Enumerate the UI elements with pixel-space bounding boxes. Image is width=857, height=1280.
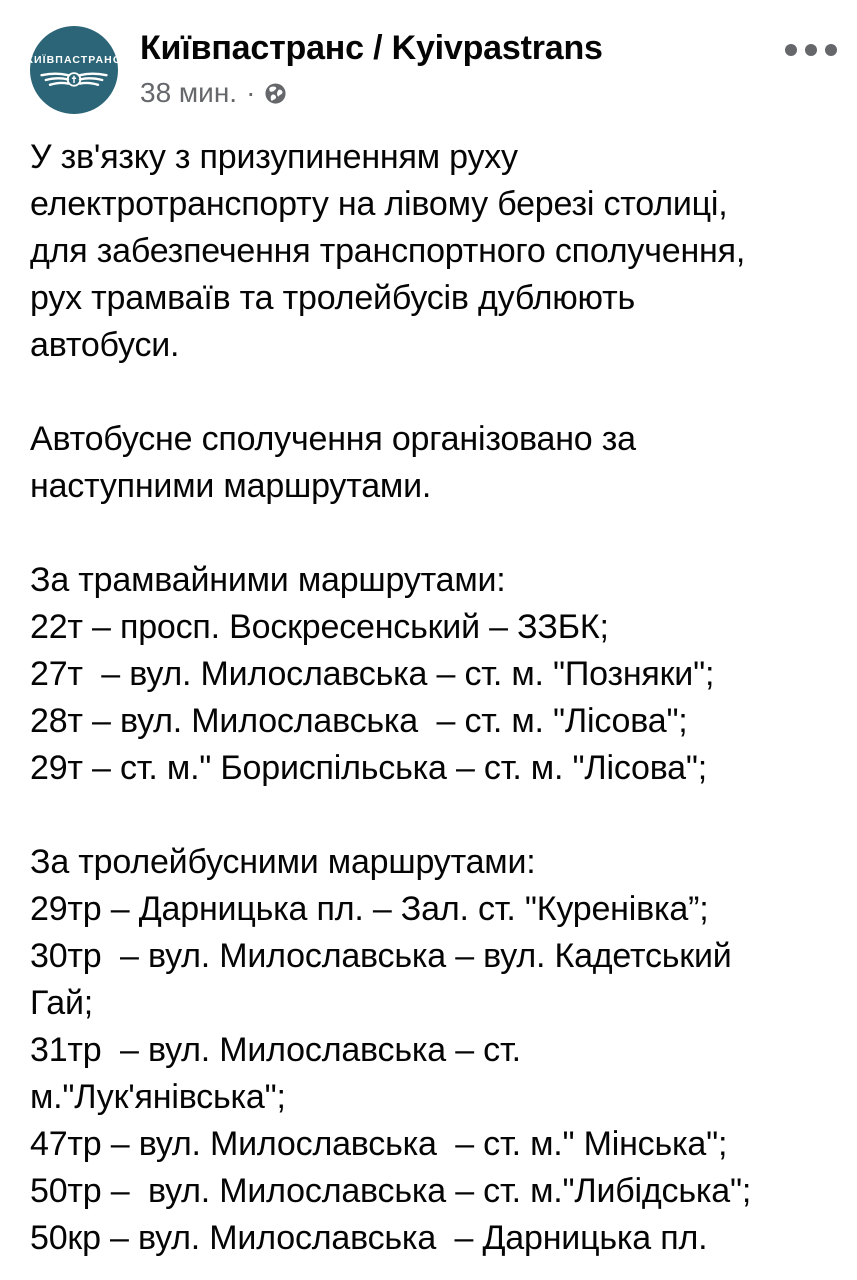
post-header [0,0,857,114]
page-avatar[interactable] [26,26,122,114]
post-text-line: За тролейбусними маршрутами: [30,843,536,881]
post-options-button[interactable] [783,26,839,74]
post-text-line: Автобусне сполучення організовано за [30,420,636,458]
post-paragraph [30,134,829,369]
ellipsis-icon [785,44,797,56]
post-paragraph-trolleybus-routes [30,839,829,1262]
post-text-line: 50тр – вул. Милославська – ст. м."Либідська"; [30,1172,752,1210]
globe-icon [264,82,287,105]
meta-separator: · [246,77,256,108]
post-text-line: електротранспорту на лівому березі столиці, [30,185,728,223]
post-text-line: автобуси. [30,326,180,364]
post-text-line: За трамвайними маршрутами: [30,561,506,599]
post-text-line: рух трамваїв та тролейбусів дублюють [30,279,635,317]
post-text-line: 50кр – вул. Милославська – Дарницька пл. [30,1219,708,1257]
post-paragraph [30,416,829,510]
post-text-line: 47тр – вул. Милославська – ст. м." Мінська"; [30,1125,728,1163]
post-text-line: 27т – вул. Милославська – ст. м. "Позняки"; [30,655,715,693]
post-text-line: 28т – вул. Милославська – ст. м. "Лісова"; [30,702,688,740]
post-paragraph-tram-routes [30,557,829,792]
page-name-link[interactable]: Київпастранс / Kyivpastrans [140,29,603,67]
post-text-line: 30тр – вул. Милославська – вул. Кадетський [30,937,732,975]
post-text-line: 22т – просп. Воскресенський – ЗЗБК; [30,608,609,646]
post-meta [140,77,783,109]
post-text-line: У зв'язку з призупиненням руху [30,138,518,176]
ellipsis-icon [825,44,837,56]
post-text-line: 29тр – Дарницька пл. – Зал. ст. "Куренівка”; [30,890,709,928]
ellipsis-icon [805,44,817,56]
post-text-line: 31тр – вул. Милославська – ст. [30,1031,521,1069]
post-body [0,114,857,1262]
post-text-line: наступними маршрутами. [30,467,432,505]
post-timestamp[interactable]: 38 мин. [140,77,238,108]
post-text-line: м."Лук'янівська"; [30,1078,286,1116]
post-text-line: для забезпечення транспортного сполучення, [30,232,746,270]
avatar-brand-text: КИЇВПАСТРАНС [26,54,122,66]
post-text-line: 29т – ст. м." Бориспільська – ст. м. "Лісова"; [30,749,708,787]
post-text-line: Гай; [30,984,94,1022]
post-header-text [118,26,783,109]
wings-logo-icon [38,68,110,92]
